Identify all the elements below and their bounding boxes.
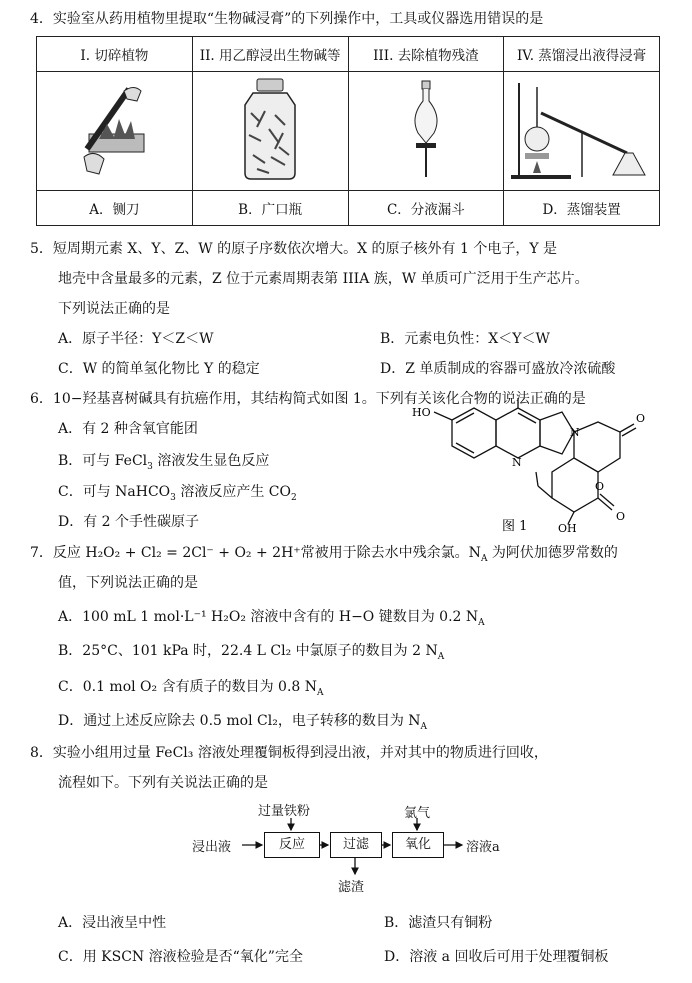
q8-option-b[interactable]: B．滤渣只有铜粉 (384, 915, 493, 931)
q4-header-2: II. 用乙醇浸出生物碱等 (192, 37, 348, 72)
q5-option-d[interactable]: D．Z 单质制成的容器可盛放冷浓硫酸 (380, 361, 616, 377)
ring-oxygen-label: O (595, 480, 605, 493)
q6-option-a[interactable]: A．有 2 种含氧官能团 (58, 421, 198, 437)
flow-step-react: 反应 (264, 832, 320, 858)
q5-option-c[interactable]: C．W 的简单氢化物比 Y 的稳定 (58, 361, 260, 377)
hydroxyl-label: HO (412, 406, 431, 419)
flow-input: 浸出液 (192, 840, 232, 855)
nitrogen-label-2: N (570, 426, 580, 439)
q4-stem: 4．实验室从药用植物里提取“生物碱浸膏”的下列操作中，工具或仪器选用错误的是 (30, 11, 544, 27)
q5-stem-line2: 地壳中含量最多的元素，Z 位于元素周期表第 IIIA 族，W 单质可广泛用于生产芯片。 (58, 271, 589, 287)
q8-option-d[interactable]: D．溶液 a 回收后可用于处理覆铜板 (384, 949, 609, 965)
figure-1-label: 图 1 (502, 519, 528, 534)
q6-stem: 6．10−羟基喜树碱具有抗癌作用，其结构简式如图 1。下列有关该化合物的说法正确的是 (30, 391, 586, 407)
q8-stem-line1: 8．实验小组用过量 FeCl₃ 溶液处理覆铜板得到浸出液，并对其中的物质进行回收， (30, 745, 548, 761)
q4-option-b[interactable]: B．广口瓶 (192, 191, 348, 226)
q4-option-a[interactable]: A．铡刀 (37, 191, 193, 226)
q7-option-a[interactable]: A．100 mL 1 mol·L⁻¹ H₂O₂ 溶液中含有的 H−O 键数目为 0.2 $N_A$ (58, 609, 485, 628)
q5-stem-line3: 下列说法正确的是 (58, 301, 170, 317)
carbonyl-oxygen-label: O (636, 412, 646, 425)
flow-step-filter: 过滤 (330, 832, 382, 858)
q7-stem-line1: 7．反应 H₂O₂ + Cl₂ = 2Cl⁻ + O₂ + 2H⁺常被用于除去水中残余氯。$N_A$ 为阿伏加德罗常数的 (30, 545, 618, 564)
q6-option-c[interactable]: C．可与 NaHCO$_3$ 溶液反应产生 $CO_2$ (58, 484, 297, 503)
q7-option-b[interactable]: B．25°C、101 kPa 时，22.4 L Cl₂ 中氯原子的数目为 2 $N_A$ (58, 643, 445, 662)
flow-iron-powder: 过量铁粉 (258, 804, 311, 819)
q4-option-d[interactable]: D．蒸馏装置 (504, 191, 660, 226)
q8-option-a[interactable]: A．浸出液呈中性 (58, 915, 167, 931)
flow-residue: 滤渣 (338, 880, 365, 895)
flow-chlorine: 氯气 (404, 806, 431, 821)
q4-header-1: I. 切碎植物 (37, 37, 193, 72)
q8-stem-line2: 流程如下。下列有关说法正确的是 (58, 775, 268, 791)
q4-header-3: III. 去除植物残渣 (348, 37, 504, 72)
flow-step-oxidize: 氧化 (392, 832, 444, 858)
q4-header-4: IV. 蒸馏浸出液得浸膏 (504, 37, 660, 72)
q7-stem-line2: 值，下列说法正确的是 (58, 575, 198, 591)
q5-option-a[interactable]: A．原子半径：Y＜Z＜W (58, 331, 214, 347)
q8-option-c[interactable]: C．用 KSCN 溶液检验是否“氧化”完全 (58, 949, 303, 965)
nitrogen-label-1: N (512, 456, 522, 469)
q7-option-d[interactable]: D．通过上述反应除去 0.5 mol Cl₂，电子转移的数目为 $N_A$ (58, 713, 428, 732)
oh-label: OH (558, 522, 577, 535)
q6-option-d[interactable]: D．有 2 个手性碳原子 (58, 514, 200, 530)
q6-option-b[interactable]: B．可与 FeCl$_3$ 溶液发生显色反应 (58, 453, 270, 472)
q7-option-c[interactable]: C．0.1 mol O₂ 含有质子的数目为 0.8 $N_A$ (58, 679, 324, 698)
q5-stem-line1: 5．短周期元素 X、Y、Z、W 的原子序数依次增大。X 的原子核外有 1 个电子，Y 是 (30, 241, 558, 257)
lactone-oxygen-label: O (616, 510, 626, 523)
q4-option-c[interactable]: C．分液漏斗 (348, 191, 504, 226)
q5-option-b[interactable]: B．元素电负性：X＜Y＜W (380, 331, 550, 347)
flow-output: 溶液a (466, 840, 500, 855)
